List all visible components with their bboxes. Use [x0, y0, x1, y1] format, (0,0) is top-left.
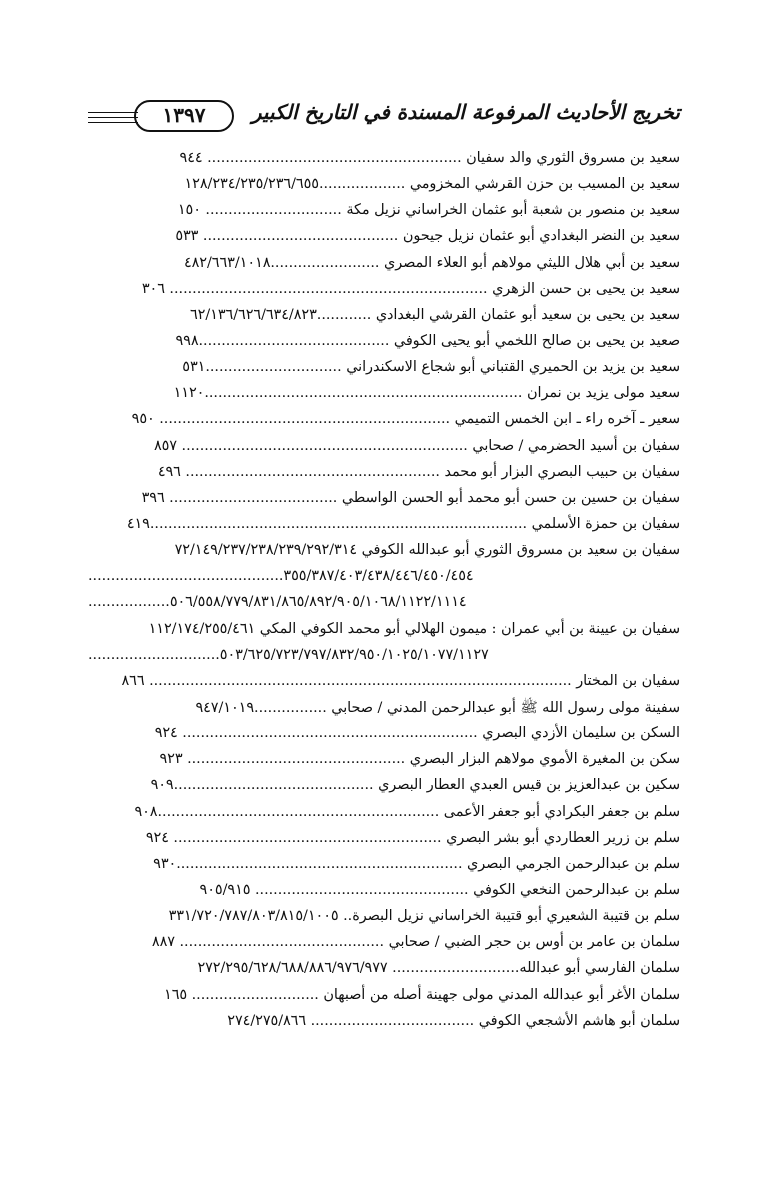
index-entry [88, 1011, 680, 1037]
entry-text: سلم بن عبدالرحمن الجرمي البصري ...............................................................٩٣٠ [153, 855, 680, 872]
entry-text: سلمان الفارسي أبو عبدالله............................ ٢٧٢/٢٩٥/٦٢٨/٦٨٨/٨٨٦/٩٧٦/٩٧٧ [197, 960, 680, 977]
index-entry [88, 671, 680, 697]
entry-continuation: ..................٥٠٦/٥٥٨/٧٧٩/٨٣١/٨٦٥/٨٩٢/٩٠٥/١٠٦٨/١١٢٢/١١١٤ [88, 594, 467, 611]
index-entry [88, 253, 680, 279]
index-entry [88, 619, 680, 645]
index-entry [88, 305, 680, 331]
entry-text: سعيد بن النضر البغدادي أبو عثمان نزيل جيحون ........................................... ٥٣٣ [175, 228, 680, 245]
entry-text: سعيد بن المسيب بن حزن القرشي المخزومي ...................١٢٨/٢٣٤/٢٣٥/٢٣٦/٦٥٥ [184, 176, 680, 193]
entry-text: سلم بن جعفر البكرادي أبو جعفر الأعمى ..............................................................٩٠٨ [134, 803, 680, 820]
entry-text: سفيان بن المختار ............................................................................................. ٨٦٦ [121, 672, 680, 689]
entry-text: سكن بن المغيرة الأموي مولاهم البزار البصري ................................................ ٩٢٣ [159, 751, 680, 768]
entry-text: سعيد بن مسروق الثوري والد سفيان ........................................................ ٩٤٤ [179, 150, 680, 166]
index-entry [88, 566, 680, 592]
entry-text: سعيد بن أبي هلال الليثي مولاهم أبو العلاء المصري ........................٤٨٢/٦٦٣/١٠١٨ [183, 254, 680, 271]
index-entry [88, 592, 680, 618]
header-rule [88, 112, 138, 113]
entry-text: سلمان أبو هاشم الأشجعي الكوفي .................................... ٢٧٤/٢٧٥/٨٦٦ [227, 1012, 680, 1029]
index-entry [88, 723, 680, 749]
index-entry [88, 958, 680, 984]
index-entry [88, 331, 680, 357]
index-entry [88, 148, 680, 174]
entry-continuation: .............................٥٠٣/٦٢٥/٧٢٣/٧٩٧/٨٣٢/٩٥٠/١٠٢٥/١٠٧٧/١١٢٧ [88, 646, 489, 663]
index-entry [88, 462, 680, 488]
entry-text: سفيان بن سعيد بن مسروق الثوري أبو عبدالله الكوفي ٧٢/١٤٩/٢٣٧/٢٣٨/٢٣٩/٢٩٢/٣١٤ [174, 542, 680, 559]
page-header [88, 96, 680, 142]
entry-continuation: ...........................................٣٥٥/٣٨٧/٤٠٣/٤٣٨/٤٤٦/٤٥٠/٤٥٤ [88, 568, 474, 585]
index-entry [88, 749, 680, 775]
entry-text: سفيان بن أسيد الحضرمي / صحابي ............................................................... ٨٥٧ [153, 437, 680, 454]
entry-text: سعيد بن يزيد بن الحميري القتباني أبو شجاع الاسكندراني ..............................٥٣١ [182, 359, 680, 376]
entry-text: سلم بن زرير العطاردي أبو بشر البصري ........................................................... ٩٢٤ [145, 829, 680, 846]
index-entry [88, 357, 680, 383]
index-entry [88, 540, 680, 566]
header-rule [88, 122, 138, 123]
index-entry [88, 279, 680, 305]
index-entry [88, 880, 680, 906]
entry-text: سفيان بن حبيب البصري البزار أبو محمد ........................................................ ٤٩٦ [157, 463, 680, 480]
entry-text: سلمان بن عامر بن أوس بن حجر الضبي / صحابي ............................................. ٨٨٧ [151, 934, 680, 951]
index-entry [88, 174, 680, 200]
index-entry [88, 488, 680, 514]
index-entry [88, 828, 680, 854]
entry-text: سفيان بن حمزة الأسلمي ...................................................................................٤١٩ [126, 515, 680, 532]
entry-text: سعيد مولى يزيد بن نمران ......................................................................١١٢٠ [173, 385, 680, 402]
entry-text: سفينة مولى رسول الله ﷺ أبو عبدالرحمن المدني / صحابي ................٩٤٧/١٠١٩ [195, 699, 680, 716]
index-entry [88, 383, 680, 409]
entry-text: صعيد بن يحيى بن صالح اللخمي أبو يحيى الكوفي ..........................................٩٩٨ [175, 332, 680, 349]
index-entry [88, 514, 680, 540]
index-entry [88, 200, 680, 226]
index-entry [88, 226, 680, 252]
entry-text: سعيد بن منصور بن شعبة أبو عثمان الخراساني نزيل مكة .............................. ١٥٠ [177, 202, 680, 219]
index-entry [88, 775, 680, 801]
index-entry [88, 854, 680, 880]
entry-text: سعيد بن يحيى بن سعيد أبو عثمان القرشي البغدادي ............٦٢/١٣٦/٦٢٦/٦٣٤/٨٢٣ [190, 306, 680, 323]
entry-text: سعيد بن يحيى بن حسن الزهري ...................................................................... ٣٠٦ [141, 280, 680, 297]
entry-text: سفيان بن حسين بن حسن أبو محمد أبو الحسن الواسطي ..................................... ٣٩٦ [141, 489, 680, 506]
entry-text: سلم بن قتيبة الشعيري أبو قتيبة الخراساني نزيل البصرة.. ٣٣١/٧٢٠/٧٨٧/٨٠٣/٨١٥/١٠٠٥ [168, 908, 680, 925]
page-title: تخريج الأحاديث المرفوعة المسندة في التاريخ الكبير [251, 100, 680, 124]
entry-text: سلمان الأغر أبو عبدالله المدني مولى جهينة أصله من أصبهان ............................ ١٦٥ [164, 986, 680, 1003]
page-number: ١٣٩٧ [134, 100, 234, 132]
entry-text: سكين بن عبدالعزيز بن قيس العبدي العطار البصري ............................................٩٠٩ [150, 777, 680, 794]
index-entry [88, 436, 680, 462]
index-entry [88, 802, 680, 828]
header-rule [88, 117, 138, 118]
index-entry [88, 697, 680, 723]
index-entry [88, 985, 680, 1011]
index-list [88, 148, 680, 1037]
entry-text: سلم بن عبدالرحمن النخعي الكوفي ............................................... ٩٠٥/٩١٥ [199, 881, 680, 898]
index-entry [88, 409, 680, 435]
entry-text: سفيان بن عيينة بن أبي عمران : ميمون الهلالي أبو محمد الكوفي المكي ١١٢/١٧٤/٢٥٥/٤٦١ [148, 620, 680, 637]
index-entry [88, 906, 680, 932]
index-entry [88, 932, 680, 958]
entry-text: سعير ـ آخره راء ـ ابن الخمس التميمي ................................................................ ٩٥٠ [131, 411, 680, 428]
entry-text: السكن بن سليمان الأزدي البصري ................................................................. ٩٢٤ [154, 725, 680, 742]
index-entry [88, 645, 680, 671]
